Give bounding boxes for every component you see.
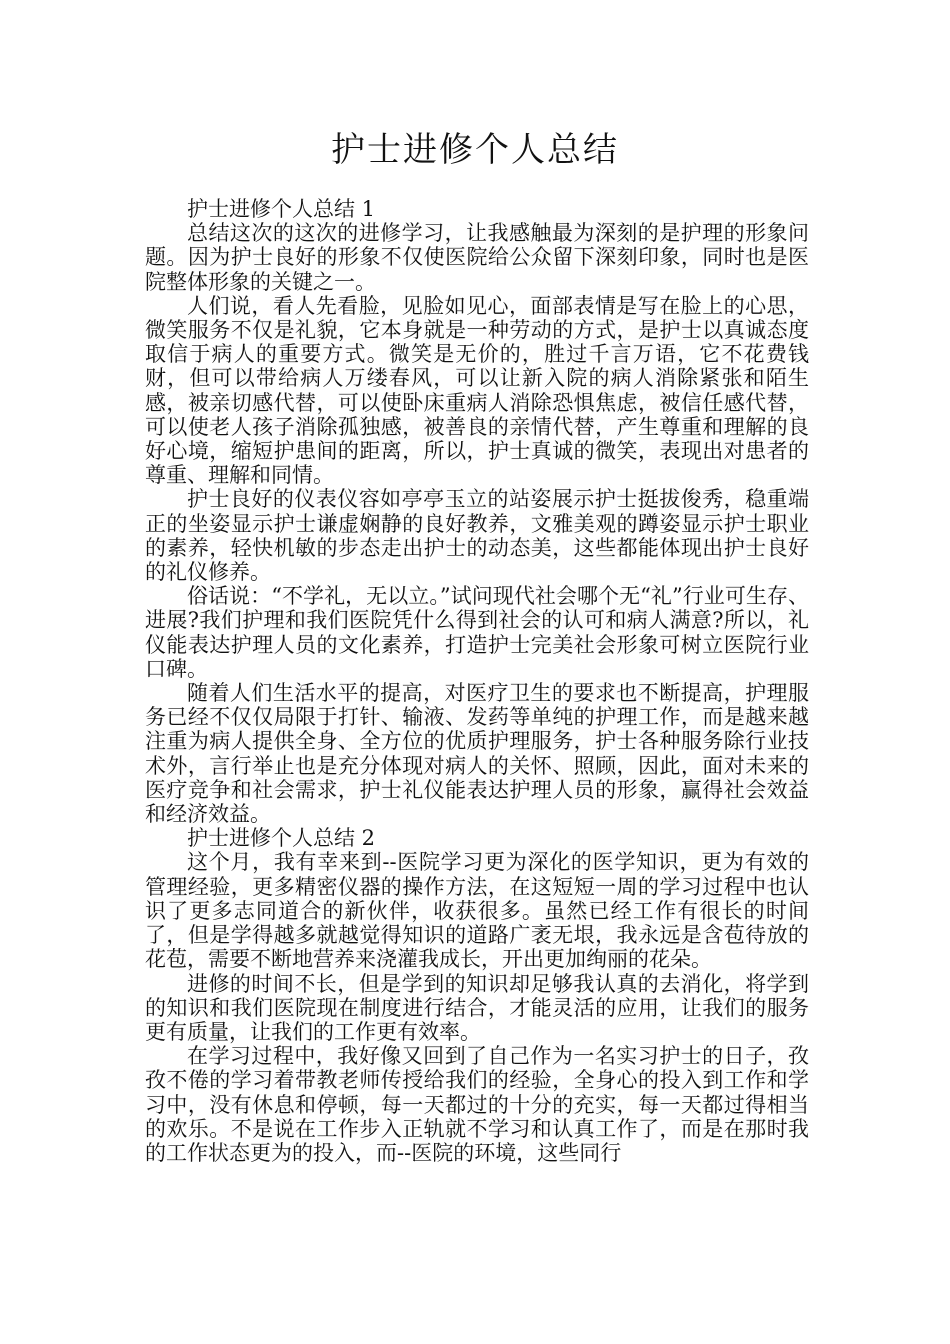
- paragraph: 进修的时间不长，但是学到的知识却足够我认真的去消化，将学到的知识和我们医院现在制度进行结合，才能灵活的应用，让我们的服务更有质量，让我们的工作更有效率。: [145, 971, 809, 1044]
- paragraph: 人们说，看人先看脸，见脸如见心，面部表情是写在脸上的心思，微笑服务不仅是礼貌，它本身就是一种劳动的方式，是护士以真诚态度取信于病人的重要方式。微笑是无价的，胜过千言万语，它不花费钱财，但可以带给病人万缕春风，可以让新入院的病人消除紧张和陌生感，被亲切感代替，可以使卧床重病人消除恐惧焦虑，被信任感代替，可以使老人孩子消除孤独感，被善良的亲情代替，产生尊重和理解的良好心境，缩短护患间的距离，所以，护士真诚的微笑，表现出对患者的尊重、理解和同情。: [145, 293, 809, 488]
- paragraph: 在学习过程中，我好像又回到了自己作为一名实习护士的日子，孜孜不倦的学习着带教老师传授给我们的经验，全身心的投入到工作和学习中，没有休息和停顿，每一天都过的十分的充实，每一天都过得相当的欢乐。不是说在工作步入正轨就不学习和认真工作了，而是在那时我的工作状态更为的投入，而--医院的环境，这些同行: [145, 1044, 809, 1165]
- document-body: [145, 197, 809, 1165]
- section-heading-1: 护士进修个人总结 1: [187, 197, 376, 221]
- document-title: 护士进修个人总结: [331, 130, 619, 170]
- paragraph: 总结这次的这次的进修学习，让我感触最为深刻的是护理的形象问题。因为护士良好的形象不仅使医院给公众留下深刻印象，同时也是医院整体形象的关键之一。: [145, 221, 809, 294]
- paragraph: 随着人们生活水平的提高，对医疗卫生的要求也不断提高，护理服务已经不仅仅局限于打针、输液、发药等单纯的护理工作，而是越来越注重为病人提供全身、全方位的优质护理服务，护士各种服务除行业技术外，言行举止也是充分体现对病人的关怀、照顾，因此，面对未来的医疗竞争和社会需求，护士礼仪能表达护理人员的形象，赢得社会效益和经济效益。: [145, 681, 809, 827]
- paragraph: 这个月，我有幸来到--医院学习更为深化的医学知识，更为有效的管理经验，更多精密仪器的操作方法，在这短短一周的学习过程中也认识了更多志同道合的新伙伴，收获很多。虽然已经工作有很长的时间了，但是学得越多就越觉得知识的道路广袤无垠，我永远是含苞待放的花苞，需要不断地营养来浇灌我成长，开出更加绚丽的花朵。: [145, 850, 809, 972]
- paragraph: 俗话说：“不学礼，无以立。”试问现代社会哪个无“礼”行业可生存、进展?我们护理和我们医院凭什么得到社会的认可和病人满意?所以，礼仪能表达护理人员的文化素养，打造护士完美社会形象可树立医院行业口碑。: [145, 584, 809, 681]
- paragraph: 护士良好的仪表仪容如亭亭玉立的站姿展示护士挺拔俊秀，稳重端正的坐姿显示护士谦虚娴静的良好教养，文雅美观的蹲姿显示护士职业的素养，轻快机敏的步态走出护士的动态美，这些都能体现出护士良好的礼仪修养。: [145, 487, 809, 585]
- section-heading-2: 护士进修个人总结 2: [187, 826, 376, 851]
